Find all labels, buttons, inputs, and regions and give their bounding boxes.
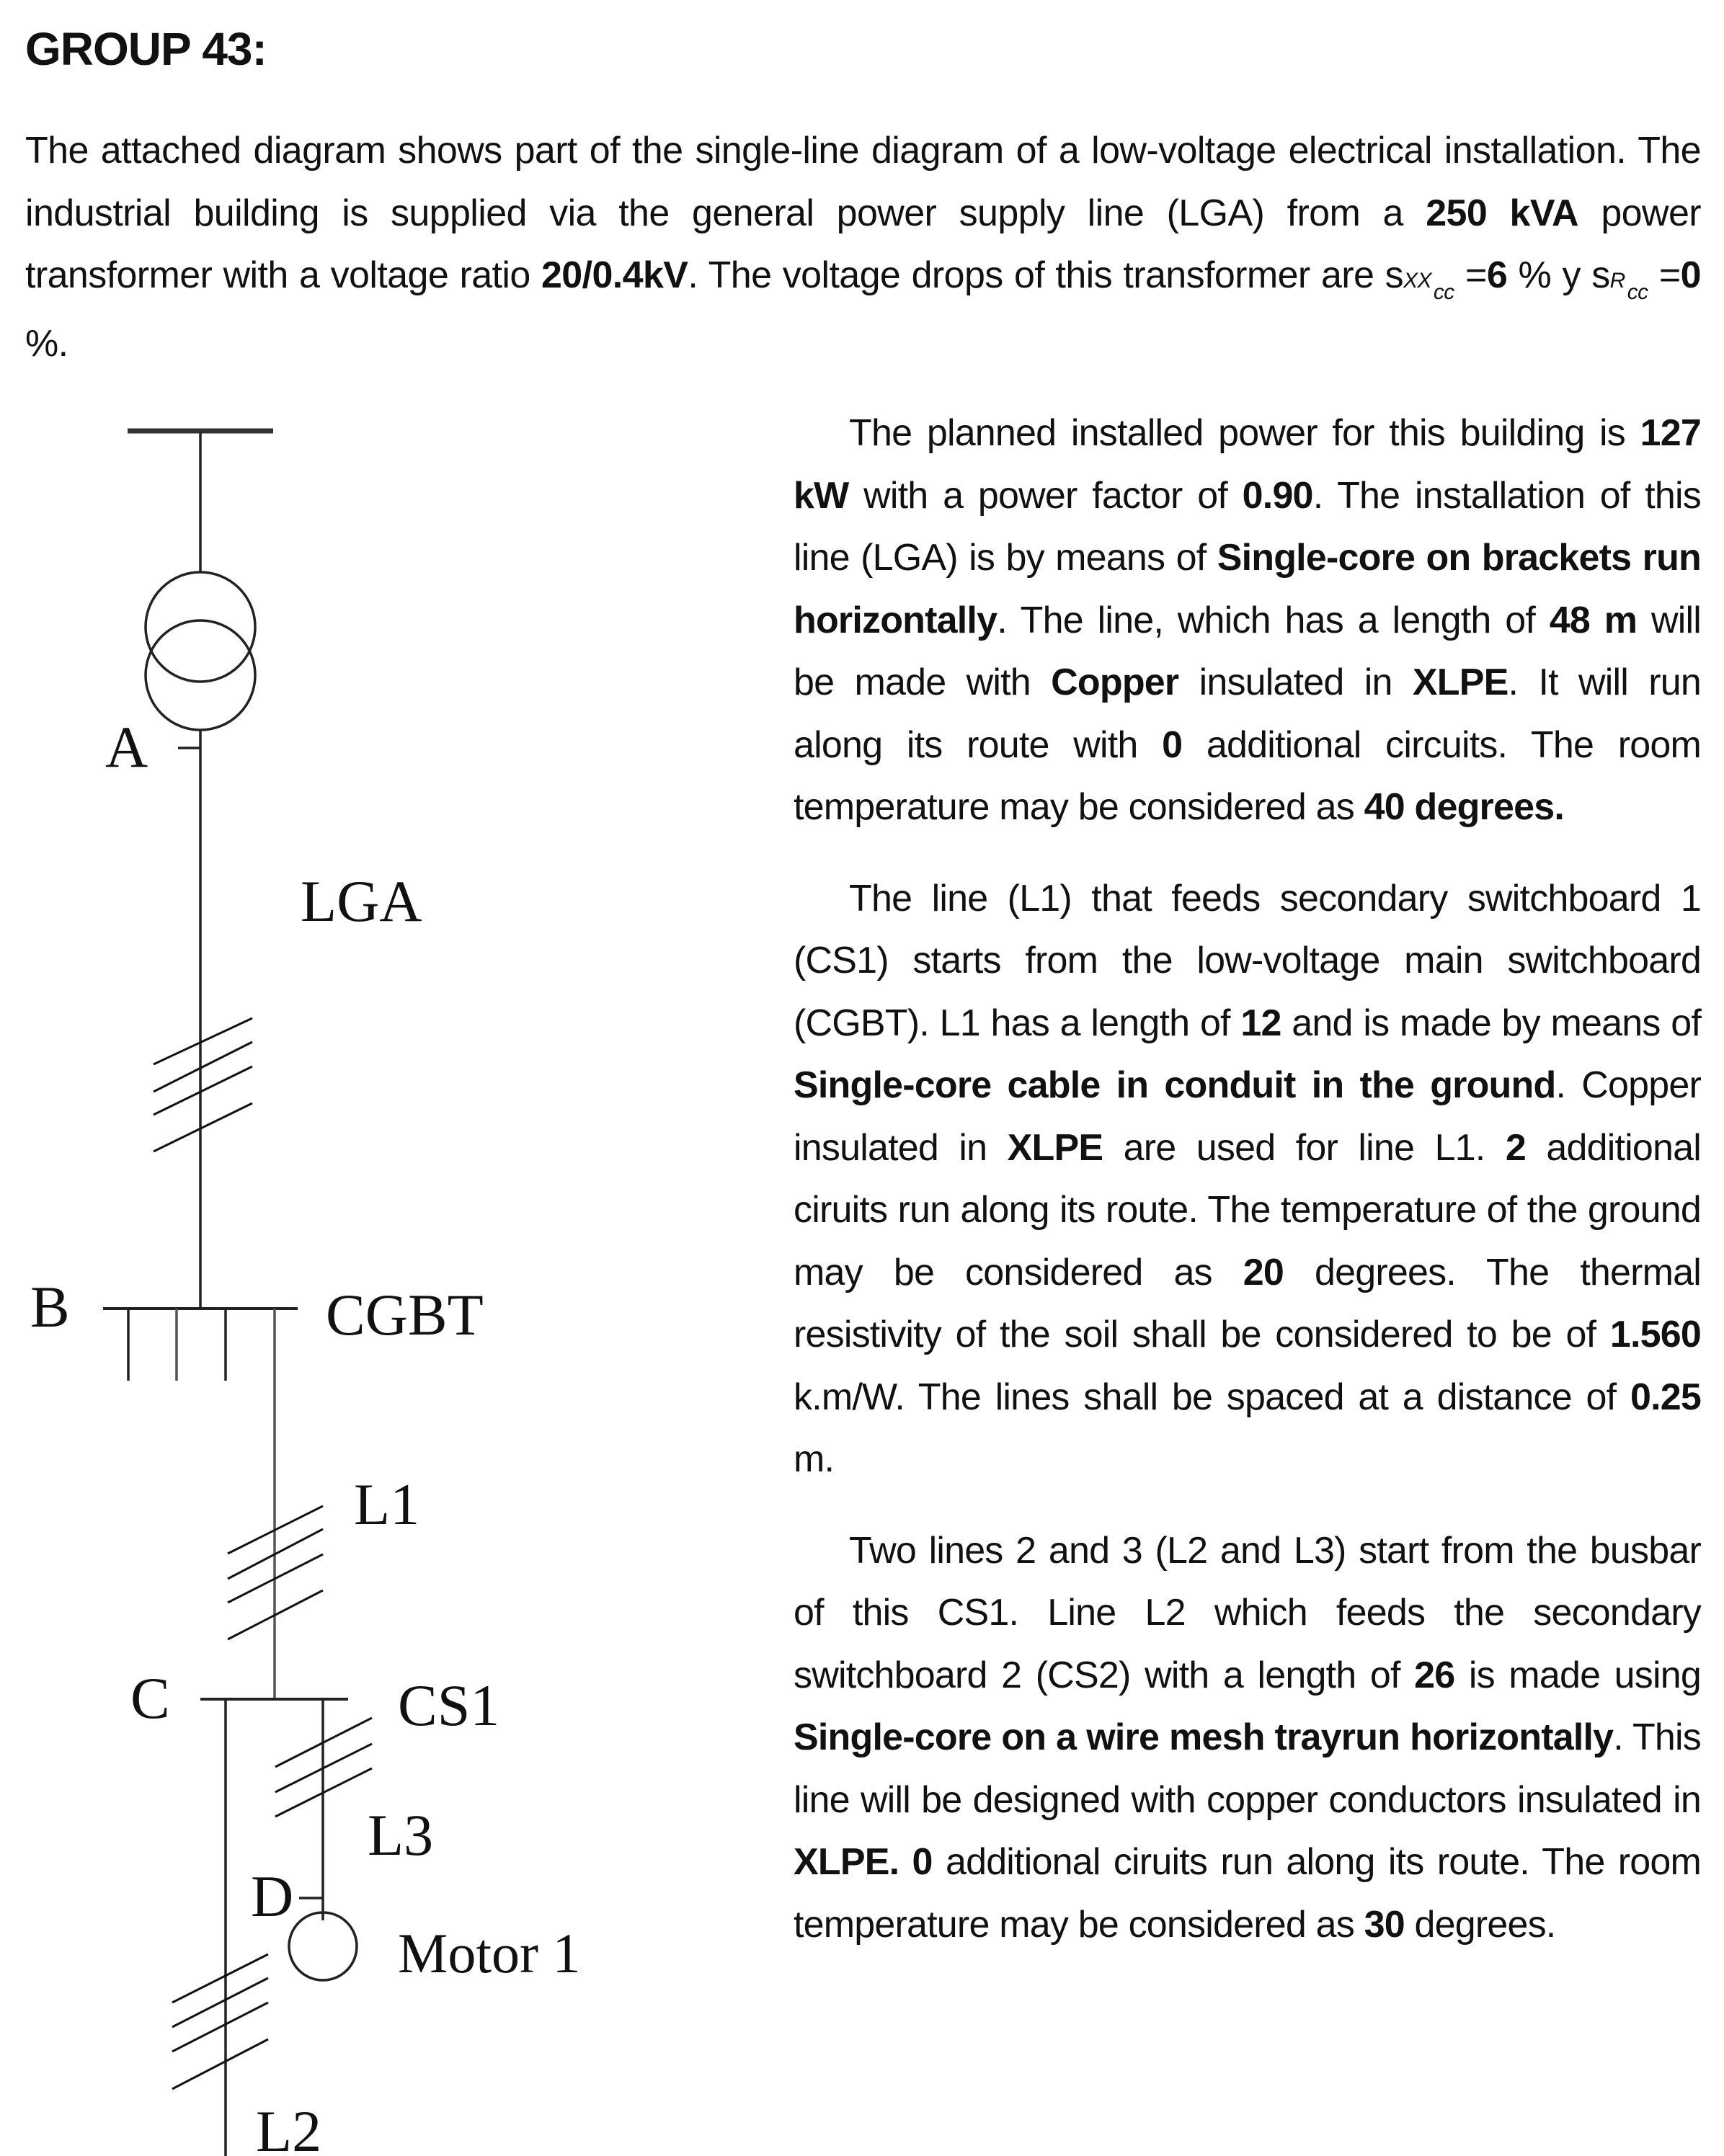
intro-text: power transformer with a voltage ratio: [25, 192, 1701, 296]
epsilon-rcc-value: 0: [1680, 254, 1701, 296]
spec-text: . This line will be designed with copper conductors insulated in: [794, 1716, 1701, 1821]
spec-text: k.m/W. The lines shall be spaced at a distance of: [794, 1376, 1630, 1418]
epsilon-cc: cc: [1627, 280, 1648, 304]
spec-text: . The line, which has a length of: [997, 599, 1550, 641]
spec-text: with a power factor of: [848, 474, 1243, 517]
point-d-label: D: [251, 1863, 294, 1929]
intro-text: % y: [1507, 254, 1592, 296]
lga-additional-circuits: 0: [1162, 723, 1183, 766]
intro-text: =: [1454, 254, 1487, 296]
l3-label: L3: [368, 1802, 434, 1868]
soil-thermal-resistivity: 1.560: [1609, 1314, 1701, 1355]
epsilon-xcc-symbol: [1385, 254, 1454, 304]
spec-text: m.: [794, 1438, 835, 1480]
epsilon-sub: R: [1609, 269, 1625, 293]
lga-conductor: Copper: [1051, 662, 1179, 703]
l1-label: L1: [354, 1471, 420, 1537]
intro-text: The attached diagram shows part of the single-line diagram of a low-voltage electrical installation. The industrial building is supplied via the general power supply line (LGA) from a: [25, 130, 1701, 234]
spec-text: . It will run along its route with: [794, 662, 1701, 766]
lga-label: LGA: [301, 868, 422, 934]
l1-spec-paragraph: [794, 868, 1701, 1491]
ground-temperature: 20: [1243, 1251, 1284, 1293]
cs1-label: CS1: [398, 1672, 500, 1738]
spec-text: are used for line L1.: [1103, 1126, 1506, 1169]
spec-text: is made using: [1454, 1654, 1701, 1696]
l1-installation-method: Single-core cable in conduit in the ground: [794, 1064, 1556, 1106]
l2-length: 26: [1414, 1654, 1455, 1696]
l2-hatch-icon: [172, 1954, 268, 2089]
transformer-icon: [146, 572, 255, 730]
installed-power: 127 kW: [794, 412, 1701, 517]
l1-length: 12: [1240, 1002, 1281, 1044]
epsilon-xcc-value: 6: [1486, 254, 1508, 296]
epsilon-cc: cc: [1433, 280, 1454, 304]
l2-label: L2: [256, 2098, 322, 2156]
lga-installation-method: Single-core on brackets run horizontally: [794, 537, 1701, 641]
l2-room-temperature: 30: [1364, 1903, 1405, 1946]
lga-hatch-icon: [154, 1018, 252, 1152]
l1-insulation: XLPE: [1007, 1126, 1103, 1169]
epsilon-sub: XX: [1403, 269, 1431, 293]
point-b-label: B: [30, 1274, 70, 1340]
l2-insulation-and-circuits: XLPE. 0: [794, 1841, 933, 1883]
point-c-label: C: [130, 1665, 170, 1731]
intro-text: %.: [25, 322, 68, 365]
point-a-label: A: [105, 714, 148, 780]
spec-text: will be made with: [794, 599, 1701, 703]
lga-room-temperature: 40 degrees.: [1364, 786, 1564, 828]
spec-text: and is made by means of: [1281, 1002, 1701, 1044]
spec-text: additional ciruits run along its route. The room temperature may be considered as: [794, 1841, 1702, 1946]
epsilon-base: s: [1385, 254, 1404, 296]
intro-text: . The voltage drops of this transformer are: [688, 254, 1385, 296]
spec-text: degrees. The thermal resistivity of the soil shall be considered to be of: [794, 1251, 1701, 1355]
spec-text: The planned installed power for this building is: [849, 412, 1640, 454]
cgbt-label: CGBT: [326, 1282, 484, 1348]
l2-l3-spec-paragraph: [794, 1520, 1701, 1956]
spec-text: degrees.: [1404, 1903, 1556, 1946]
intro-text: =: [1648, 254, 1681, 296]
page-title: GROUP 43:: [25, 23, 267, 75]
spec-text: Two lines 2 and 3 (L2 and L3) start from the busbar of this CS1. Line L2 which feeds the secondary switchboard 2 (CS2) with a length of: [794, 1529, 1701, 1696]
motor-label: Motor 1: [398, 1922, 581, 1984]
motor-icon: [289, 1912, 357, 1980]
power-factor: 0.90: [1242, 474, 1313, 517]
transformer-power: 250 kVA: [1426, 192, 1579, 234]
spec-text: . Copper insulated in: [794, 1064, 1701, 1169]
single-line-diagram: [0, 0, 786, 2156]
l1-additional-circuits: 2: [1505, 1126, 1526, 1169]
specifications-column: [794, 402, 1701, 1984]
lga-insulation: XLPE: [1412, 662, 1508, 703]
spec-text: additional ciruits run along its route. The temperature of the ground may be considered as: [794, 1126, 1702, 1293]
epsilon-rcc-symbol: [1591, 254, 1648, 304]
spec-text: The line (L1) that feeds secondary switchboard 1 (CS1) starts from the low-voltage main switchboard (CGBT). L1 has a length of: [794, 877, 1701, 1044]
l2-installation-method: Single-core on a wire mesh trayrun horizontally: [794, 1716, 1614, 1758]
lga-spec-paragraph: [794, 402, 1701, 839]
lga-length: 48 m: [1549, 599, 1638, 641]
epsilon-base: s: [1591, 254, 1610, 296]
spec-text: . The installation of this line (LGA) is by means of: [794, 474, 1701, 579]
voltage-ratio: 20/0.4kV: [541, 254, 688, 296]
line-spacing: 0.25: [1630, 1376, 1701, 1418]
spec-text: additional circuits. The room temperature may be considered as: [794, 723, 1701, 828]
spec-text: insulated in: [1178, 662, 1413, 703]
